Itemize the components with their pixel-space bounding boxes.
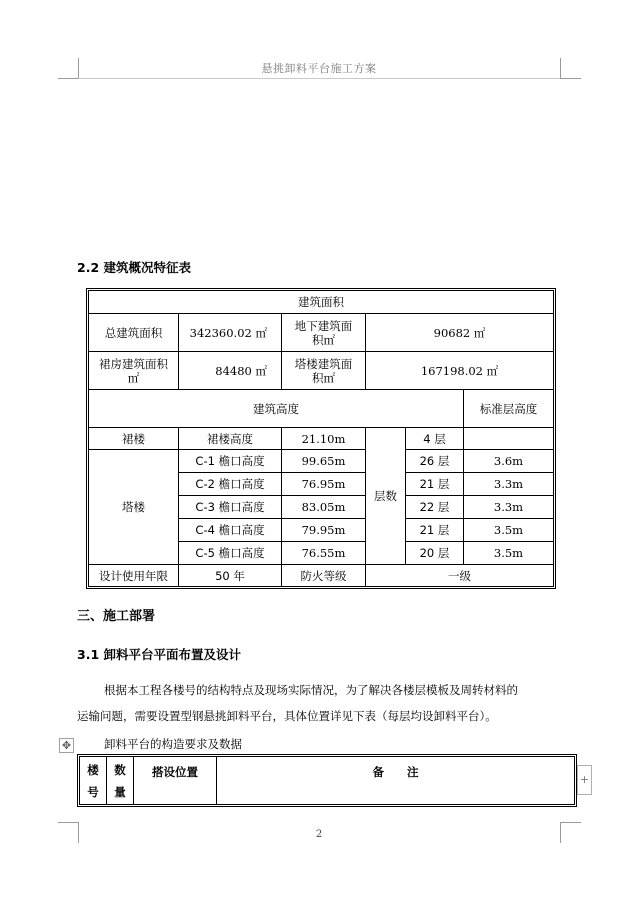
podium-eave-label: 裙楼高度	[179, 428, 282, 450]
tower-height: 79.95m	[282, 519, 366, 542]
tower-height: 76.55m	[282, 542, 366, 565]
paragraph-line-2: 运输问题，需要设置型钢悬挑卸料平台，具体位置详见下表（每层均设卸料平台）。	[77, 709, 497, 723]
tower-floors: 21 层	[406, 519, 464, 542]
height-header: 建筑高度	[89, 390, 464, 428]
table-move-icon[interactable]: ✥	[59, 738, 74, 753]
col-building-number: 楼 号	[80, 757, 107, 805]
podium-label: 裙楼	[89, 428, 179, 450]
underground-area-label: 地下建筑面 积㎡	[282, 314, 366, 352]
tower-floors: 21 层	[406, 473, 464, 496]
tower-label: 塔楼	[89, 450, 179, 565]
section-3-heading: 三、施工部署	[77, 609, 156, 624]
tower-area-value: 167198.02 ㎡	[366, 352, 554, 390]
podium-std-height	[464, 428, 554, 450]
section-3-1-heading: 3.1 卸料平台平面布置及设计	[77, 647, 241, 662]
podium-height: 21.10m	[282, 428, 366, 450]
std-floor-height-header: 标准层高度	[464, 390, 554, 428]
col-remarks: 备 注	[217, 757, 575, 805]
tower-eave-label: C-4 檐口高度	[179, 519, 282, 542]
table-caption: 卸料平台的构造要求及数据	[104, 737, 242, 751]
header-divider	[78, 78, 560, 79]
tower-height: 83.05m	[282, 496, 366, 519]
podium-floors: 4 层	[406, 428, 464, 450]
tower-eave-label: C-3 檐口高度	[179, 496, 282, 519]
design-life-label: 设计使用年限	[89, 565, 179, 587]
tower-std-height: 3.5m	[464, 519, 554, 542]
tower-area-label: 塔楼建筑面 积㎡	[282, 352, 366, 390]
fire-rating-value: 一级	[366, 565, 554, 587]
podium-area-label: 裙房建筑面积 ㎡	[89, 352, 179, 390]
tower-std-height: 3.6m	[464, 450, 554, 473]
tower-eave-label: C-5 檐口高度	[179, 542, 282, 565]
add-column-icon[interactable]: +	[577, 765, 592, 795]
col-quantity: 数 量	[107, 757, 134, 805]
page-header-title: 悬挑卸料平台施工方案	[261, 62, 377, 75]
tower-height: 99.65m	[282, 450, 366, 473]
tower-height: 76.95m	[282, 473, 366, 496]
floors-label: 层数	[366, 428, 406, 565]
platform-table	[79, 756, 575, 805]
paragraph-line-1: 根据本工程各楼号的结构特点及现场实际情况，为了解决各楼层模板及周转材料的	[104, 683, 518, 697]
tower-std-height: 3.5m	[464, 542, 554, 565]
tower-floors: 20 层	[406, 542, 464, 565]
section-2-2-heading: 2.2 建筑概况特征表	[77, 260, 191, 275]
tower-std-height: 3.3m	[464, 473, 554, 496]
total-area-value: 342360.02 ㎡	[179, 314, 282, 352]
design-life-value: 50 年	[179, 565, 282, 587]
total-area-label: 总建筑面积	[89, 314, 179, 352]
tower-eave-label: C-1 檐口高度	[179, 450, 282, 473]
underground-area-value: 90682 ㎡	[366, 314, 554, 352]
tower-floors: 22 层	[406, 496, 464, 519]
page-number: 2	[315, 829, 323, 840]
building-overview-table	[88, 290, 554, 587]
tower-eave-label: C-2 檐口高度	[179, 473, 282, 496]
podium-area-value: 84480 ㎡	[179, 352, 282, 390]
tower-floors: 26 层	[406, 450, 464, 473]
area-header: 建筑面积	[89, 291, 554, 314]
fire-rating-label: 防火等级	[282, 565, 366, 587]
col-location: 搭设位置	[134, 757, 217, 805]
tower-std-height: 3.3m	[464, 496, 554, 519]
